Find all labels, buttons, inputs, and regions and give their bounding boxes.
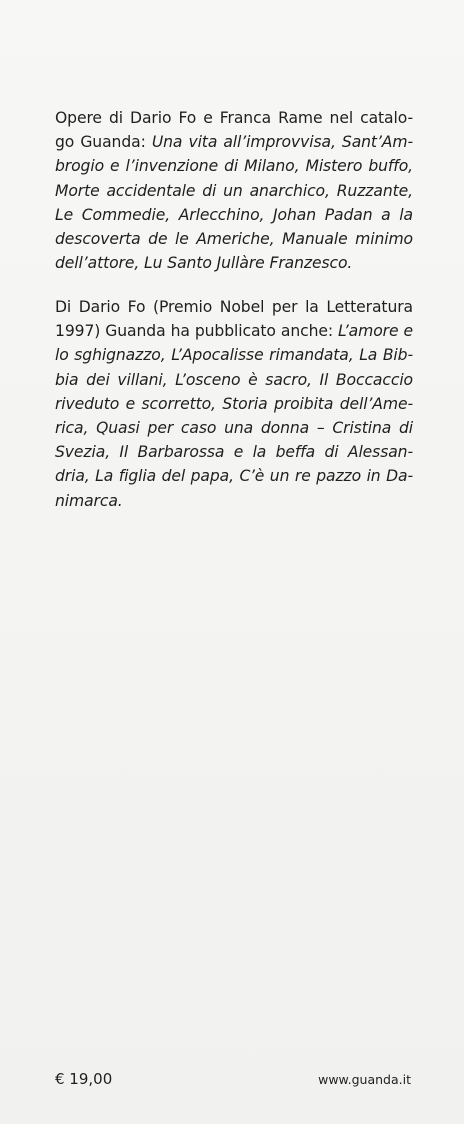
text-run: Di Dario Fo (Premio Nobel per la Letteratura <box>55 298 413 316</box>
italic-title-run: nimarca. <box>55 491 123 510</box>
text-run: go Guanda: <box>55 133 152 152</box>
italic-title-run: Le Commedie, Arlecchino, Johan Padan a la <box>55 205 413 224</box>
italic-title-run: lo sghignazzo, L’Apocalisse rimandata, La Bib- <box>55 346 413 365</box>
italic-title-run: riveduto e scorretto, Storia proibita dell’Ame- <box>55 394 413 413</box>
italic-title-run: Una vita all’improvvisa, Sant’Am- <box>151 133 413 152</box>
italic-title-run: dell’attore, Lu Santo Jullàre Franzesco. <box>55 254 353 273</box>
italic-title-run: dria, La figlia del papa, C’è un re pazzo in Da- <box>55 467 413 486</box>
text-line <box>55 227 413 251</box>
catalog-paragraph-dario-fo <box>55 295 413 513</box>
text-line <box>55 489 413 513</box>
italic-title-run: L’amore e <box>338 322 413 341</box>
text-line <box>55 440 413 464</box>
italic-title-run: Morte accidentale di un anarchico, Ruzzante, <box>55 181 413 200</box>
price-label: € 19,00 <box>55 1070 113 1088</box>
italic-title-run: brogio e l’invenzione di Milano, Mistero buffo, <box>55 157 413 176</box>
text-line <box>55 251 413 275</box>
publisher-url: www.guanda.it <box>318 1072 411 1087</box>
text-line <box>55 203 413 227</box>
text-line <box>55 319 413 343</box>
text-line <box>55 295 413 319</box>
italic-title-run: bia dei villani, L’osceno è sacro, Il Boccaccio <box>55 370 413 389</box>
text-line <box>55 368 413 392</box>
text-line <box>55 464 413 488</box>
text-line <box>55 343 413 367</box>
text-line <box>55 416 413 440</box>
italic-title-run: Svezia, Il Barbarossa e la beffa di Alessan- <box>55 443 413 462</box>
text-line <box>55 179 413 203</box>
catalog-paragraph-fo-rame <box>55 106 413 275</box>
italic-title-run: descoverta de le Americhe, Manuale minimo <box>55 229 413 248</box>
text-run: 1997) Guanda ha pubblicato anche: <box>55 322 339 341</box>
text-run: Opere di Dario Fo e Franca Rame nel catalo- <box>55 109 413 127</box>
italic-title-run: rica, Quasi per caso una donna – Cristina di <box>55 418 413 437</box>
text-line <box>55 154 413 178</box>
text-line <box>55 392 413 416</box>
text-line <box>55 106 413 130</box>
text-line <box>55 130 413 154</box>
